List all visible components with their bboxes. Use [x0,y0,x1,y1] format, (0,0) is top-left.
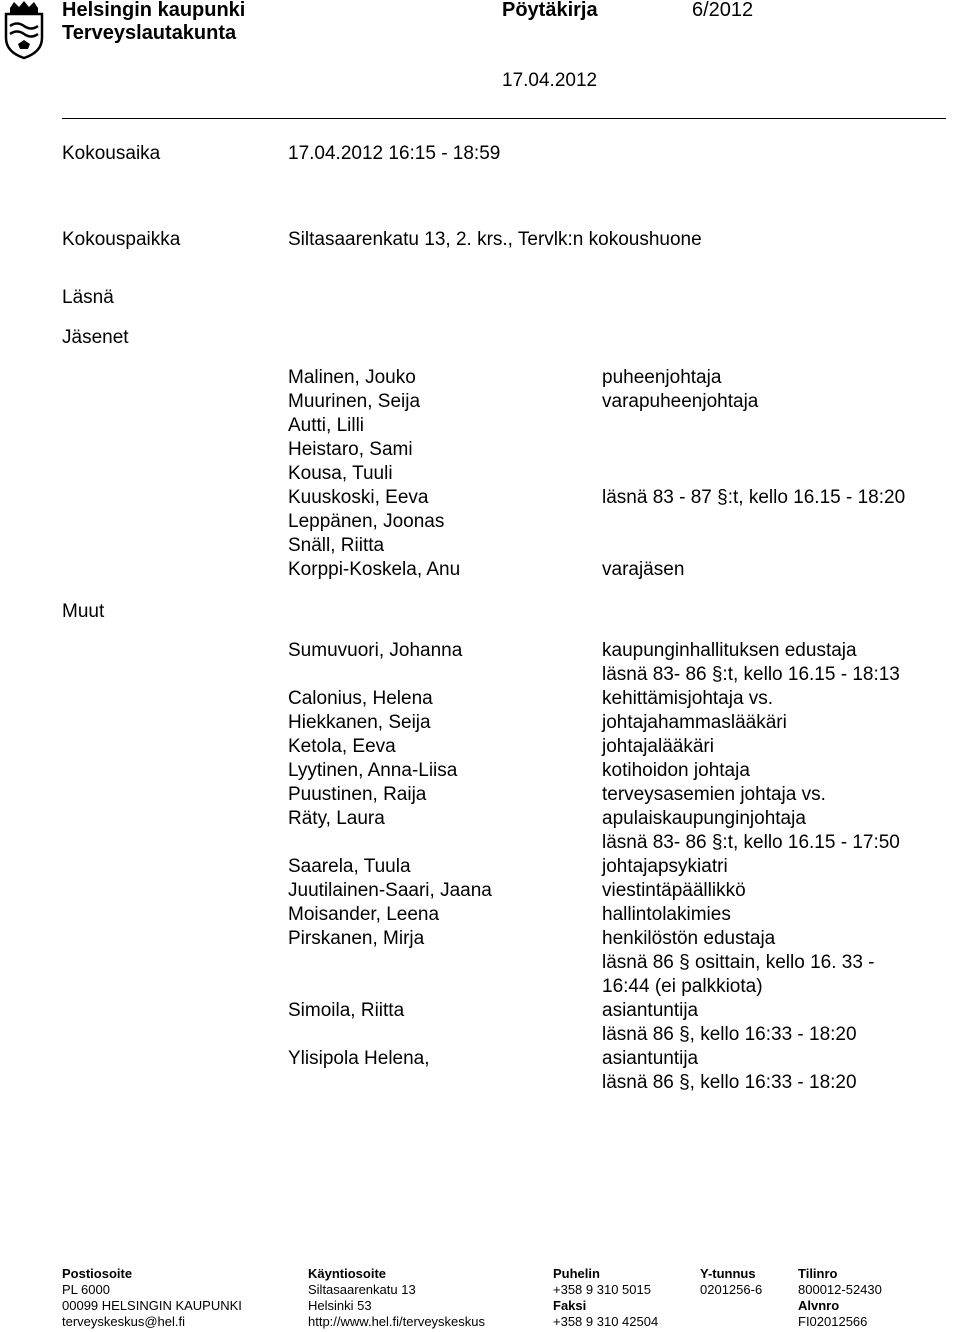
member-role: puheenjohtaja [602,367,722,388]
others-role-list [602,639,900,1095]
footer-email-link[interactable]: terveyskeskus@hel.fi [62,1314,186,1329]
other-role: 16:44 (ei palkkiota) [602,976,763,997]
other-role: henkilöstön edustaja [602,928,776,949]
footer-business-id-value: 0201256-6 [700,1282,763,1297]
other-name: Lyytinen, Anna-Liisa [288,760,458,781]
helsinki-crest-logo [0,0,48,60]
footer-phone-label: Puhelin [553,1266,600,1281]
other-role: viestintäpäällikkö [602,880,746,901]
other-role: apulaiskaupunginjohtaja [602,808,806,829]
other-role: kotihoidon johtaja [602,760,750,781]
member-name: Korppi-Koskela, Anu [288,559,461,580]
member-name: Muurinen, Seija [288,391,421,412]
other-name-spacer [288,831,492,855]
member-role [602,534,905,558]
document-number: 6/2012 [692,0,754,21]
members-name-list [288,366,460,582]
other-name: Sumuvuori, Johanna [288,640,463,661]
other-role: johtajapsykiatri [602,856,728,877]
board-name: Terveyslautakunta [62,22,237,44]
member-role [602,438,905,462]
other-name-spacer [288,951,492,975]
other-name: Räty, Laura [288,808,385,829]
member-name: Autti, Lilli [288,415,365,436]
footer-visit-line: Siltasaarenkatu 13 [308,1282,416,1297]
footer-postal-line: 00099 HELSINGIN KAUPUNKI [62,1298,242,1313]
others-name-list [288,639,492,1071]
other-role: hallintolakimies [602,904,731,925]
other-name: Simoila, Riitta [288,1000,405,1021]
other-role: läsnä 86 §, kello 16:33 - 18:20 [602,1072,857,1093]
member-role [602,414,905,438]
document-type: Pöytäkirja [502,0,598,21]
other-role: kaupunginhallituksen edustaja [602,640,857,661]
meeting-time-value: 17.04.2012 16:15 - 18:59 [288,143,501,164]
footer-visit-label: Käyntiosoite [308,1266,387,1281]
member-role: läsnä 83 - 87 §:t, kello 16.15 - 18:20 [602,487,906,508]
other-role: asiantuntija [602,1000,699,1021]
other-name-spacer [288,1023,492,1047]
meeting-time-label: Kokousaika [62,143,161,164]
members-role-list [602,366,905,582]
member-role [602,510,905,534]
meeting-place-label: Kokouspaikka [62,229,181,250]
other-role: läsnä 86 § osittain, kello 16. 33 - [602,952,875,973]
organization-name: Helsingin kaupunki [62,0,246,21]
member-role: varapuheenjohtaja [602,391,759,412]
member-name: Kousa, Tuuli [288,463,393,484]
other-name: Hiekkanen, Seija [288,712,431,733]
other-role: kehittämisjohtaja vs. [602,688,774,709]
member-name: Snäll, Riitta [288,535,385,556]
other-role: läsnä 83- 86 §:t, kello 16.15 - 17:50 [602,832,900,853]
footer-account-value: 800012-52430 [798,1282,882,1297]
footer-account-label: Tilinro [798,1266,838,1281]
meeting-place-value: Siltasaarenkatu 13, 2. krs., Tervlk:n kokoushuone [288,229,702,250]
other-role: terveysasemien johtaja vs. [602,784,826,805]
other-name: Ketola, Eeva [288,736,396,757]
footer-vat-label: Alvnro [798,1298,840,1313]
other-name: Saarela, Tuula [288,856,411,877]
other-role: läsnä 83- 86 §:t, kello 16.15 - 18:13 [602,664,900,685]
members-label: Jäsenet [62,327,129,348]
member-name: Malinen, Jouko [288,367,416,388]
other-role: asiantuntija [602,1048,699,1069]
member-name: Kuuskoski, Eeva [288,487,429,508]
footer-visit-line: Helsinki 53 [308,1298,372,1313]
footer-vat-value: FI02012566 [798,1314,868,1329]
header-divider [62,118,946,119]
other-name: Ylisipola Helena, [288,1048,430,1069]
other-role: läsnä 86 §, kello 16:33 - 18:20 [602,1024,857,1045]
footer-postal-label: Postiosoite [62,1266,133,1281]
member-role: varajäsen [602,559,685,580]
member-name: Leppänen, Joonas [288,511,445,532]
other-name: Moisander, Leena [288,904,440,925]
footer-phone-value: +358 9 310 5015 [553,1282,651,1297]
present-label: Läsnä [62,287,114,308]
other-role: johtajalääkäri [602,736,714,757]
document-date: 17.04.2012 [502,70,598,91]
footer-postal-line: PL 6000 [62,1282,110,1297]
other-name: Pirskanen, Mirja [288,928,425,949]
footer-business-id-label: Y-tunnus [700,1266,756,1281]
footer-fax-label: Faksi [553,1298,587,1313]
others-label: Muut [62,601,105,622]
other-name-spacer [288,975,492,999]
other-name: Puustinen, Raija [288,784,427,805]
member-name: Heistaro, Sami [288,439,413,460]
footer-website-link[interactable]: http://www.hel.fi/terveyskeskus [308,1314,486,1329]
other-role: johtajahammaslääkäri [602,712,787,733]
footer-fax-value: +358 9 310 42504 [553,1314,659,1329]
other-name: Juutilainen-Saari, Jaana [288,880,492,901]
other-name: Calonius, Helena [288,688,433,709]
member-role [602,462,905,486]
other-name-spacer [288,663,492,687]
